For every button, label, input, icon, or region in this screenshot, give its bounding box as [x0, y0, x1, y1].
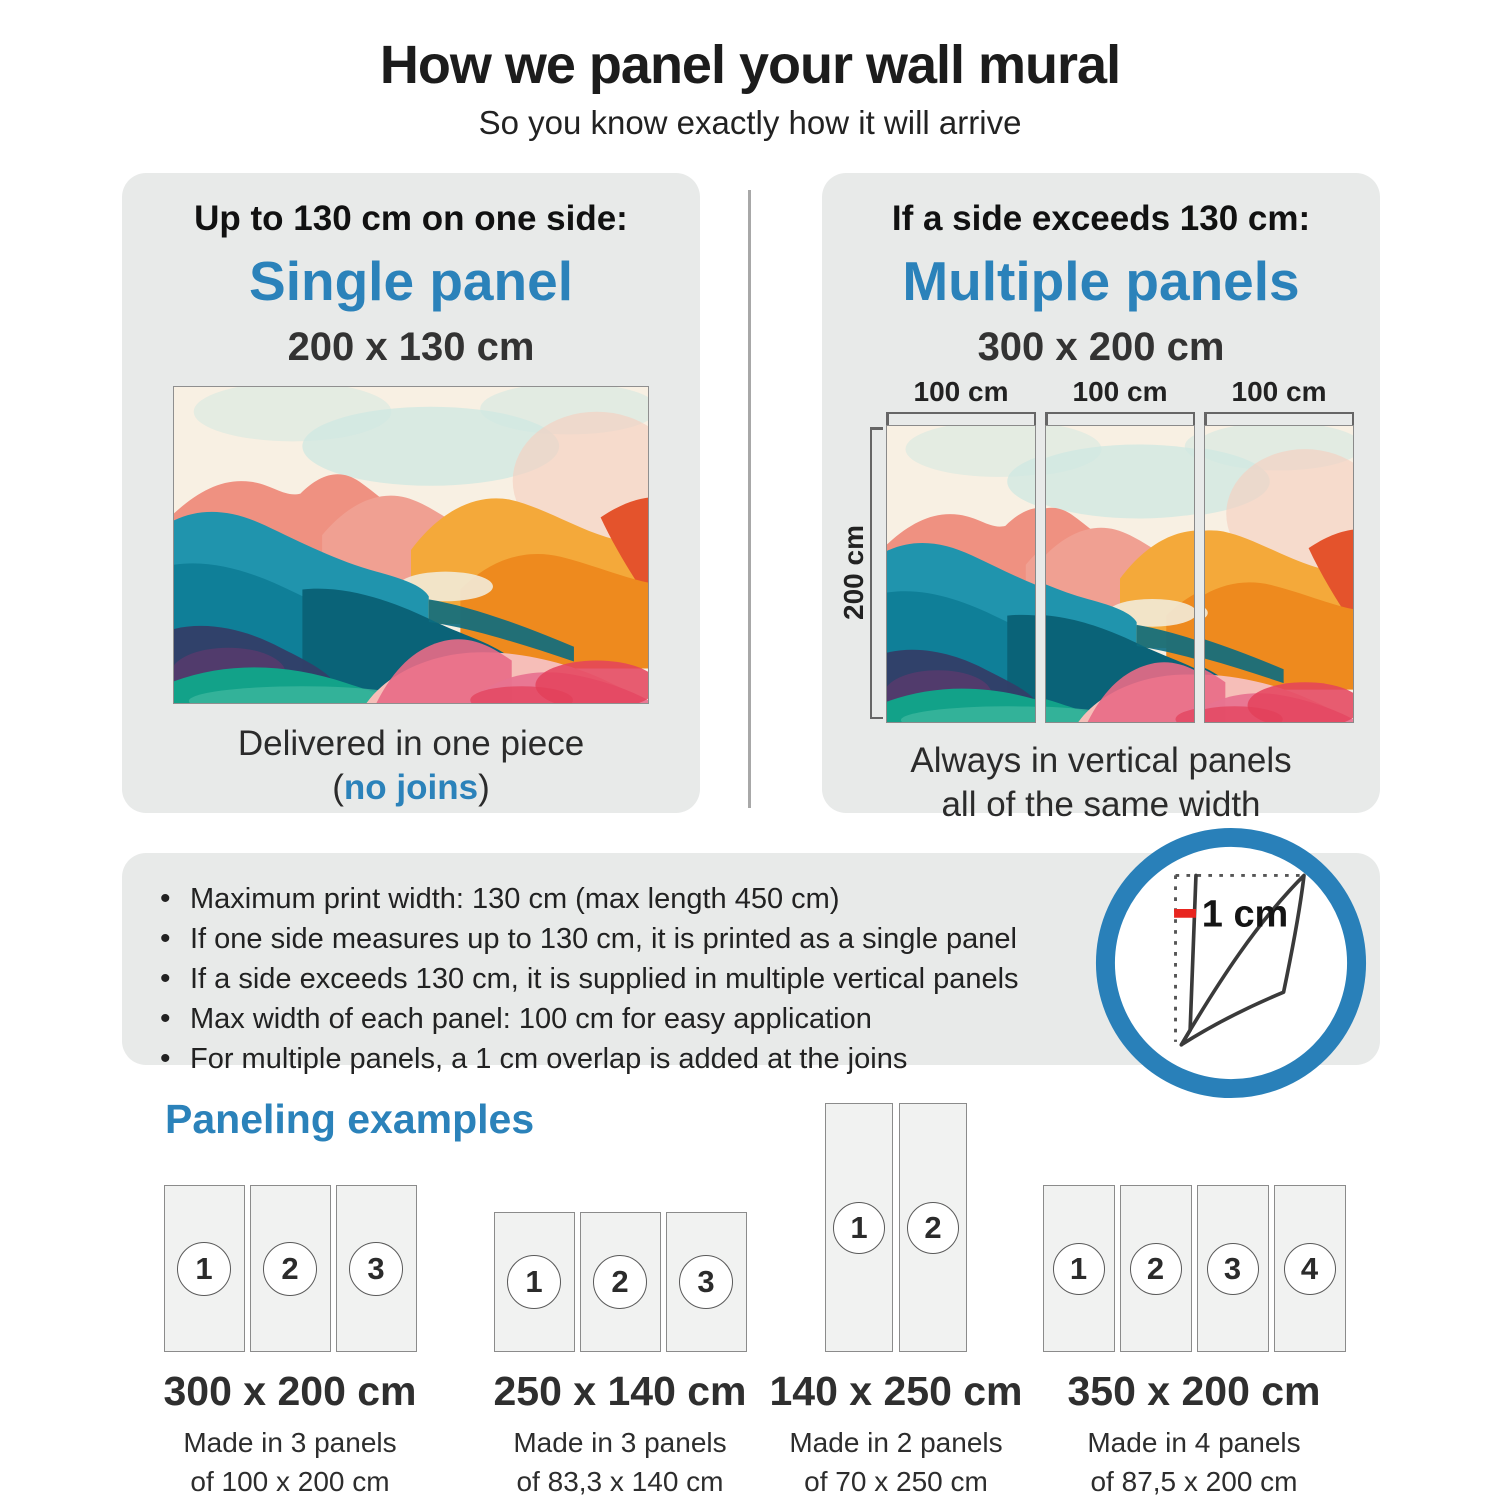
- no-joins-link[interactable]: no joins: [343, 768, 479, 807]
- example-of: of 70 x 250 cm: [804, 1466, 988, 1497]
- single-panel-card: [122, 173, 700, 813]
- example-of: of 87,5 x 200 cm: [1090, 1466, 1298, 1497]
- example-panel: [336, 1185, 417, 1352]
- vertical-panels-text: Always in vertical panels: [910, 741, 1292, 780]
- multiple-panels-condition: If a side exceeds 130 cm:: [891, 199, 1311, 238]
- single-panel-condition: Up to 130 cm on one side:: [194, 199, 628, 238]
- example-panel: [164, 1185, 245, 1352]
- example-panel: [580, 1212, 661, 1352]
- bullet-multiple: • If a side exceeds 130 cm, it is supplied in multiple vertical panels: [160, 963, 1380, 996]
- example-350x200: [1014, 1102, 1374, 1498]
- multiple-panels-size: 300 x 200 cm: [977, 325, 1225, 369]
- example-made: Made in 4 panels: [1087, 1427, 1301, 1458]
- mural-panel-1: [886, 425, 1036, 723]
- page-header: [0, 34, 1500, 142]
- example-made: Made in 2 panels: [789, 1427, 1003, 1458]
- example-300x200: [110, 1102, 470, 1498]
- multiple-panels-footer: [822, 739, 1380, 827]
- panel-number-badge: 3: [349, 1242, 403, 1296]
- height-label: 200 cm: [838, 525, 869, 621]
- mural-image: [173, 386, 649, 704]
- example-of: of 83,3 x 140 cm: [516, 1466, 724, 1497]
- panel-number-badge: 1: [177, 1242, 231, 1296]
- examples-heading: Paneling examples: [165, 1096, 535, 1142]
- panel-number-badge: 2: [907, 1202, 959, 1254]
- example-panel: [1274, 1185, 1346, 1352]
- single-panel-size: 200 x 130 cm: [287, 325, 535, 369]
- panel-number-badge: 3: [679, 1255, 733, 1309]
- panel-measurement-diagram: [838, 376, 1354, 721]
- panel-number-badge: 2: [1130, 1243, 1182, 1295]
- paren-close: ): [478, 768, 490, 807]
- bullet-overlap: • For multiple panels, a 1 cm overlap is added at the joins: [160, 1043, 1380, 1076]
- mural-panel-2: [1045, 425, 1195, 723]
- example-of: of 100 x 200 cm: [190, 1466, 390, 1497]
- single-panel-title: Single panel: [249, 250, 573, 312]
- example-panel: [1197, 1185, 1269, 1352]
- example-panels: [110, 1102, 470, 1352]
- mural-artwork: [174, 387, 648, 703]
- example-size: 300 x 200 cm: [163, 1368, 417, 1414]
- overlap-label: 1 cm: [1201, 893, 1289, 936]
- example-panel: [494, 1212, 575, 1352]
- panel-number-badge: 2: [593, 1255, 647, 1309]
- example-made: Made in 3 panels: [183, 1427, 397, 1458]
- example-panels: [1014, 1102, 1374, 1352]
- multiple-panels-card: [822, 173, 1380, 824]
- page-curl-svg: [1085, 817, 1377, 1109]
- mural-panel-artwork: [1205, 426, 1353, 722]
- example-panel: [1120, 1185, 1192, 1352]
- mural-panels: [886, 425, 1354, 721]
- delivered-text: Delivered in one piece: [237, 724, 585, 763]
- single-panel-footer: [122, 722, 700, 810]
- example-panel: [825, 1103, 893, 1352]
- mural-panel-artwork: [1046, 426, 1194, 722]
- panel-number-badge: 1: [833, 1202, 885, 1254]
- example-size: 350 x 200 cm: [1067, 1368, 1321, 1414]
- example-size: 140 x 250 cm: [769, 1368, 1023, 1414]
- example-panel: [250, 1185, 331, 1352]
- multiple-panels-title: Multiple panels: [902, 250, 1300, 312]
- width-label-3: 100 cm: [1231, 376, 1327, 407]
- height-bracket: [870, 427, 886, 719]
- width-bracket: [1204, 412, 1354, 425]
- page-curl-icon: [1085, 817, 1377, 1109]
- bullet-panel-width: • Max width of each panel: 100 cm for easy application: [160, 1003, 1380, 1036]
- bullet-single: • If one side measures up to 130 cm, it is printed as a single panel: [160, 923, 1380, 956]
- paren-open: (: [332, 768, 344, 807]
- page-subtitle: So you know exactly how it will arrive: [478, 104, 1022, 141]
- bullet-max-width: • Maximum print width: 130 cm (max length 450 cm): [160, 883, 1380, 916]
- example-made: Made in 3 panels: [513, 1427, 727, 1458]
- example-size: 250 x 140 cm: [493, 1368, 747, 1414]
- width-label-2: 100 cm: [1072, 376, 1168, 407]
- panel-number-badge: 3: [1207, 1243, 1259, 1295]
- page-title: How we panel your wall mural: [379, 35, 1121, 95]
- width-bracket: [1045, 412, 1195, 425]
- same-width-text: all of the same width: [941, 785, 1261, 824]
- example-panel: [1043, 1185, 1115, 1352]
- panel-number-badge: 1: [507, 1255, 561, 1309]
- mural-panel-artwork: [887, 426, 1035, 722]
- example-panel: [899, 1103, 967, 1352]
- panel-number-badge: 1: [1053, 1243, 1105, 1295]
- mural-panel-3: [1204, 425, 1354, 723]
- width-brackets: [886, 412, 1354, 425]
- panel-number-badge: 2: [263, 1242, 317, 1296]
- width-label-1: 100 cm: [913, 376, 1009, 407]
- width-bracket: [886, 412, 1036, 425]
- card-divider: [748, 190, 751, 808]
- width-labels: [886, 376, 1354, 412]
- panel-number-badge: 4: [1284, 1243, 1336, 1295]
